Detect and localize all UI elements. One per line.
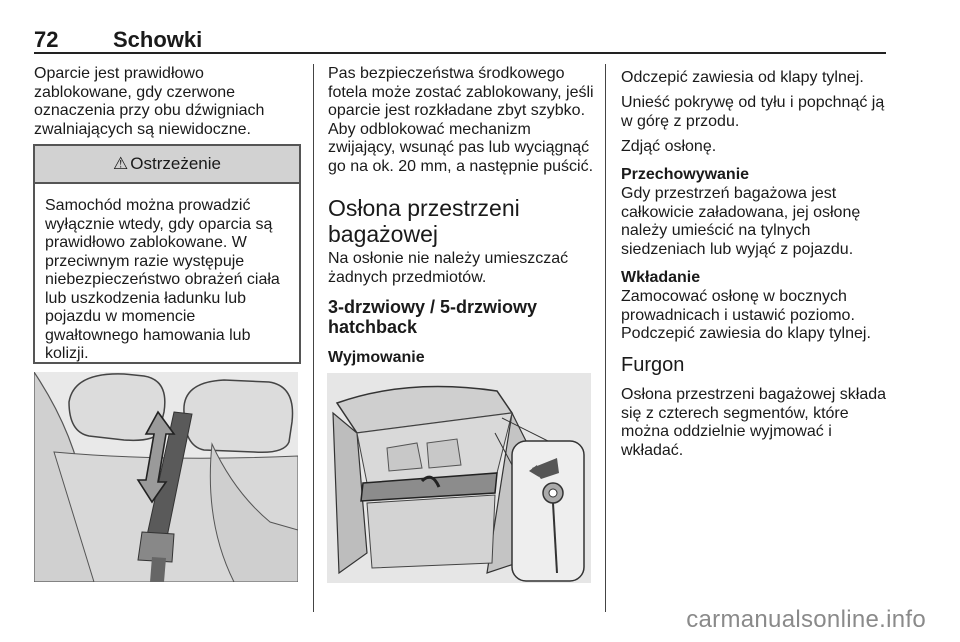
warning-triangle-icon: ⚠ <box>113 154 129 173</box>
label-insertion: Wkładanie <box>621 269 701 286</box>
section-title: Schowki <box>113 27 203 52</box>
page-number: 72 <box>34 27 59 52</box>
van-text: Osłona przestrzeni bagażowej składa się z czterech segmentów, które można oddzielnie wyjmować i wkładać. <box>621 386 887 459</box>
column-divider-1 <box>313 64 314 612</box>
header-rule <box>34 52 886 54</box>
warning-body: Samochód można prowadzić wyłącznie wtedy, gdy oparcia są prawidłowo zablokowane. W przeciwnym razie występuje niebezpieczeństwo obrażeń ciała lub uszkodzenia ładunku lub pojazdu w momencie gwałtownego hamowania lub kolizji. <box>45 197 280 362</box>
label-storage: Przechowywanie <box>621 166 750 183</box>
col3-p2: Unieść pokrywę od tyłu i popchnąć ją w górę z przodu. <box>621 94 885 130</box>
storage-text: Gdy przestrzeń bagażowa jest całkowicie załadowana, jej osłonę należy umieścić na tylnych siedzeniach lub wyjąć z pojazdu. <box>621 185 861 258</box>
col3-p1: Odczepić zawiesia od klapy tylnej. <box>621 69 864 86</box>
col1-intro: Oparcie jest prawidłowo zablokowane, gdy czerwone oznaczenia przy obu dźwigniach zwalniających są niewidoczne. <box>34 65 265 138</box>
heading-cargo-cover: Osłona przestrzeni bagażowej <box>328 195 520 247</box>
insertion-text: Zamocować osłonę w bocznych prowadnicach i ustawić poziomo. Podczepić zawiesia do klapy tylnej. <box>621 288 871 342</box>
column-divider-2 <box>605 64 606 612</box>
watermark: carmanualsonline.info <box>686 606 926 633</box>
cargo-cover-note: Na osłonie nie należy umieszczać żadnych przedmiotów. <box>328 250 569 286</box>
subheading-hatchback: 3-drzwiowy / 5-drzwiowy hatchback <box>328 297 538 337</box>
warning-box <box>33 144 301 364</box>
col3-p3: Zdjąć osłonę. <box>621 138 717 155</box>
label-removal: Wyjmowanie <box>328 349 425 366</box>
col2-intro: Pas bezpieczeństwa środkowego fotela może zostać zablokowany, jeśli oparcie jest rozkładane zbyt szybko. Aby odblokować mechanizm zwijający, wsunąć pas lub wyciągnąć go na ok. 20 mm, a następnie puścić. <box>328 65 594 175</box>
warning-header <box>35 146 299 184</box>
warning-title: Ostrzeżenie <box>130 154 221 173</box>
seatbelt-headrest-illustration <box>34 372 298 582</box>
cargo-cover-removal-illustration <box>327 373 591 583</box>
heading-van: Furgon <box>621 354 685 376</box>
